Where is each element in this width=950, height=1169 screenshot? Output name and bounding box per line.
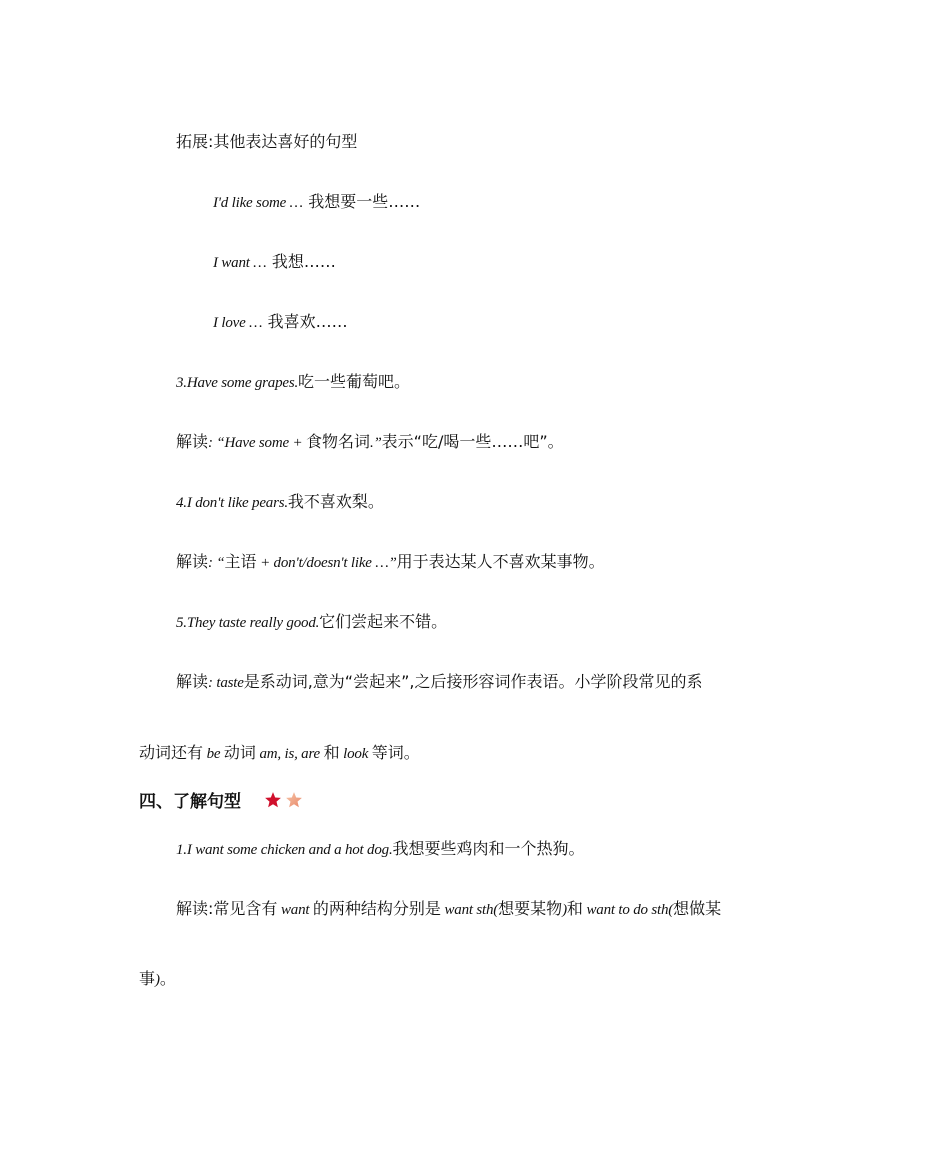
- star-icon: [264, 791, 282, 809]
- note-en: want: [277, 902, 313, 918]
- note-en: want to do sth(: [582, 902, 674, 918]
- note-zh: 。: [159, 969, 176, 988]
- note-zh: 是系动词,意为“尝起来”,之后接形容词作表语。小学阶段常见的系: [243, 672, 703, 691]
- note-en: “Have some +: [212, 435, 306, 451]
- note-en: be: [203, 746, 224, 762]
- note-en: + don't/doesn't like …”: [256, 555, 397, 571]
- note-zh: 事: [139, 969, 156, 988]
- sentence-4-note: [176, 550, 605, 575]
- star-icon: [285, 791, 303, 809]
- note-zh: 动词: [223, 743, 256, 762]
- section-4-heading: [139, 790, 303, 816]
- note-zh: 想做某: [673, 899, 722, 918]
- note-zh: 动词还有: [139, 743, 204, 762]
- sentence-3-en: 3.Have some grapes.: [176, 375, 299, 391]
- sentence-5-note: [176, 670, 702, 695]
- sentence-4-en: 4.I don't like pears.: [176, 495, 288, 511]
- sentence-3-zh: 吃一些葡萄吧。: [298, 372, 411, 391]
- note-en: want sth(: [440, 902, 499, 918]
- expansion-item-en: I want …: [213, 255, 267, 271]
- note-zh: :常见含有: [208, 899, 278, 918]
- note-en: am, is, are: [255, 746, 324, 762]
- note-zh: 的两种结构分别是: [312, 899, 441, 918]
- note-colon: :: [208, 435, 213, 451]
- note-en: “: [212, 555, 225, 571]
- note-label: 解读: [176, 552, 209, 571]
- expansion-item: [213, 190, 420, 215]
- sentence-5: [176, 610, 447, 635]
- difficulty-rating: [264, 791, 302, 816]
- sentence-3: [176, 370, 410, 395]
- note-en: look: [339, 746, 372, 762]
- sentence-1-zh: 我想要些鸡肉和一个热狗。: [392, 839, 585, 858]
- note-colon: :: [208, 675, 213, 691]
- note-en: ): [155, 972, 160, 988]
- note-zh: 想要某物: [498, 899, 563, 918]
- sentence-4-zh: 我不喜欢梨。: [287, 492, 384, 511]
- expansion-item-zh: 我喜欢……: [267, 312, 348, 331]
- sentence-1-en: 1.I want some chicken and a hot dog.: [176, 842, 393, 858]
- note-en: .”: [369, 435, 382, 451]
- note-zh: 用于表达某人不喜欢某事物。: [396, 552, 605, 571]
- sentence-1-note: [176, 897, 721, 922]
- note-label: 解读: [176, 672, 209, 691]
- note-colon: :: [208, 555, 213, 571]
- expansion-item-en: I'd like some …: [213, 195, 303, 211]
- expansion-item-zh: 我想……: [271, 252, 336, 271]
- expansion-item: [213, 310, 348, 335]
- sentence-3-note: [176, 430, 564, 455]
- note-label: 解读: [176, 899, 209, 918]
- note-zh: 和: [323, 743, 340, 762]
- note-en: ): [562, 902, 567, 918]
- sentence-1-note-cont: [139, 967, 176, 992]
- note-en: taste: [212, 675, 244, 691]
- note-label: 解读: [176, 432, 209, 451]
- expansion-item-en: I love …: [213, 315, 263, 331]
- note-zh: 食物名词: [305, 432, 370, 451]
- sentence-4: [176, 490, 384, 515]
- note-zh: 等词。: [371, 743, 420, 762]
- expansion-item: [213, 250, 336, 275]
- expansion-item-zh: 我想要一些……: [308, 192, 421, 211]
- note-zh: 和: [566, 899, 583, 918]
- sentence-5-zh: 它们尝起来不错。: [319, 612, 448, 631]
- expansion-title: 拓展:其他表达喜好的句型: [176, 132, 358, 151]
- sentence-1: [176, 837, 585, 862]
- section-4-title: 四、了解句型: [139, 792, 241, 812]
- note-zh: 主语: [224, 552, 257, 571]
- sentence-5-en: 5.They taste really good.: [176, 615, 320, 631]
- sentence-5-note-cont: [139, 741, 420, 766]
- note-zh: 表示“吃/喝一些……吧”。: [381, 432, 564, 451]
